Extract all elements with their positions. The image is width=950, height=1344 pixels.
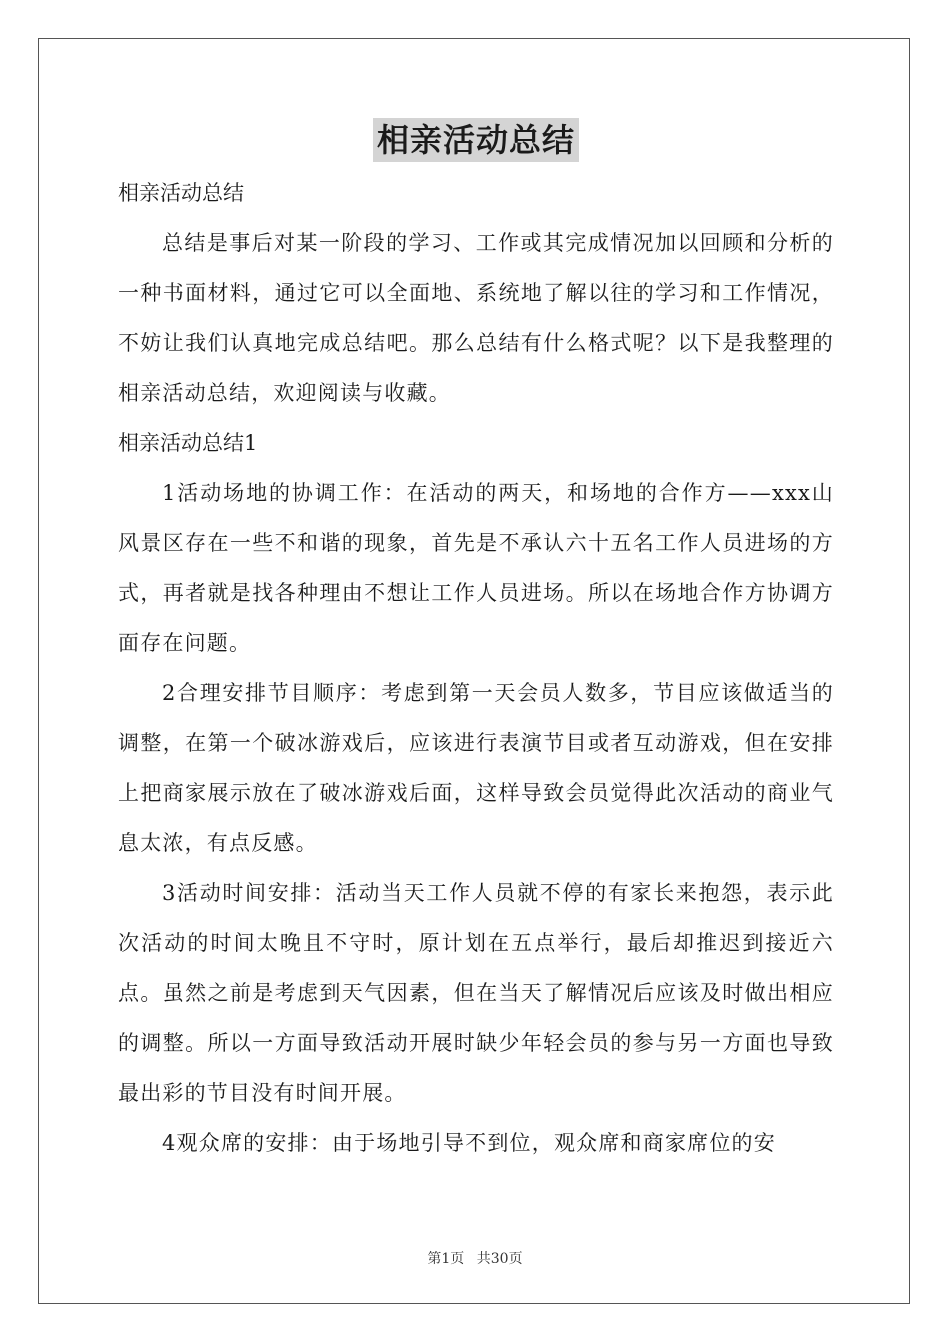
document-title: 相亲活动总结 — [373, 118, 579, 162]
paragraph-3: 3活动时间安排：活动当天工作人员就不停的有家长来抱怨，表示此次活动的时间太晚且不守时，原计划在五点举行，最后却推迟到接近六点。虽然之前是考虑到天气因素，但在当天了解情况后应该及时做出相应的调整。所以一方面导致活动开展时缺少年轻会员的参与另一方面也导致最出彩的节目没有时间开展。 — [118, 881, 834, 1105]
paragraph-1: 1活动场地的协调工作：在活动的两天，和场地的合作方——xxx山风景区存在一些不和谐的现象，首先是不承认六十五名工作人员进场的方式，再者就是找各种理由不想让工作人员进场。所以在场地合作方协调方面存在问题。 — [118, 481, 834, 655]
document-body — [118, 118, 834, 1168]
paragraph-2: 2合理安排节目顺序：考虑到第一天会员人数多，节目应该做适当的调整，在第一个破冰游戏后，应该进行表演节目或者互动游戏，但在安排上把商家展示放在了破冰游戏后面，这样导致会员觉得此次活动的商业气息太浓，有点反感。 — [118, 681, 834, 855]
document-subtitle: 相亲活动总结 — [118, 181, 244, 205]
intro-paragraph: 总结是事后对某一阶段的学习、工作或其完成情况加以回顾和分析的一种书面材料，通过它可以全面地、系统地了解以往的学习和工作情况，不妨让我们认真地完成总结吧。那么总结有什么格式呢？以下是我整理的相亲活动总结，欢迎阅读与收藏。 — [118, 231, 834, 405]
paragraph-4: 4观众席的安排：由于场地引导不到位，观众席和商家席位的安 — [162, 1131, 776, 1155]
section-heading: 相亲活动总结1 — [118, 431, 258, 455]
title-wrap — [118, 118, 834, 162]
page-total: 共30页 — [476, 1251, 523, 1267]
page-number: 第1页 — [427, 1251, 465, 1267]
page-footer — [0, 1248, 950, 1268]
